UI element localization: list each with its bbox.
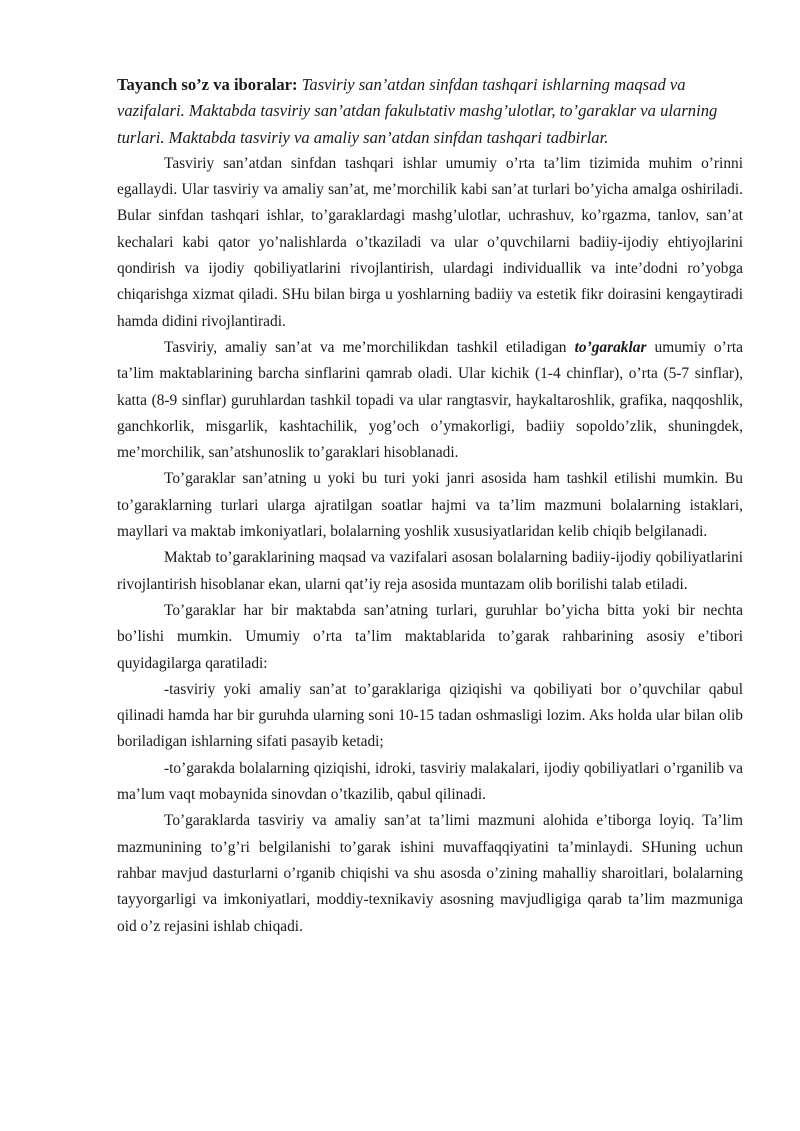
paragraph-clubs: [117, 335, 743, 466]
paragraph-leader-focus: To’garaklar har bir maktabda san’atning turlari, guruhlar bo’yicha bitta yoki bir nechta bo’lishi mumkin. Umumiy o’rta ta’lim maktablarida to’garak rahbarining asosiy e’tibori quyidagilarga qaratiladi:: [117, 601, 743, 672]
keywords-text: Tasviriy san’atdan sinfdan tashqari ishlarning maqsad va vazifalari. Maktabda tasviriy san’atdan fakulьtativ mashg’ulotlar, to’garaklar va ularning turlari. Maktabda tasviriy va amaliy san’atdan sinfdan tashqari tadbirlar.: [117, 75, 718, 147]
keywords-label: Tayanch so’z va iboralar:: [117, 75, 298, 94]
keywords-block: [117, 72, 743, 151]
paragraph-club-goals: Maktab to’garaklarining maqsad va vazifalari asosan bolalarning badiiy-ijodiy qobiliyatlarini rivojlantirish hisoblanar ekan, ularni qat’iy reja asosida muntazam olib borilishi talab etiladi.: [117, 549, 743, 593]
paragraph-intro: Tasviriy san’atdan sinfdan tashqari ishlar umumiy o’rta ta’lim tizimida muhim o’rinni egallaydi. Ular tasviriy va amaliy san’at, me’morchilik kabi san’at turlari bo’yicha amalga oshiriladi. Bular sinfdan tashqari ishlar, to’garaklardagi mashg’ulotlar, uchrashuv, ko’rgazma, tanlov, san’at kechalari kabi qator yo’nalishlarda o’tkaziladi va ular o’quvchilarni badiiy-ijodiy ehtiyojlarini qondirish va ijodiy qobiliyatlarini rivojlantirish, ulardagi individuallik va inte’dodni ro’yobga chiqarishga xizmat qiladi. SHu bilan birga u yoshlarning badiiy va estetik fikr doirasini kengaytiradi hamda didini rivojlantiradi.: [117, 154, 743, 330]
emphasized-term: to’garaklar: [574, 338, 647, 356]
paragraph-club-types: To’garaklar san’atning u yoki bu turi yoki janri asosida ham tashkil etilishi mumkin. Bu to’garaklarning turlari ularga ajratilgan soatlar hajmi va ta’lim mazmuni bolalarning istaklari, mayllari va maktab imkoniyatlari, bolalarning yoshlik xususiyatlaridan kelib chiqib belgilanadi.: [117, 470, 743, 541]
paragraph-clubs-after: umumiy o’rta ta’lim maktablarining barcha sinflarini qamrab oladi. Ular kichik (1-4 chinflar), o’rta (5-7 sinflar), katta (8-9 sinflar) guruhlardan tashkil topadi va ular rangtasvir, haykaltaroshlik, grafika, naqqoshlik, ganchkorlik, misgarlik, kashtachilik, yog’och o’ymakorligi, badiiy sopoldo’zlik, shuningdek, me’morchilik, san’atshunoslik to’garaklari hisoblanadi.: [117, 338, 743, 462]
paragraph-content: To’garaklarda tasviriy va amaliy san’at ta’limi mazmuni alohida e’tiborga loyiq. Ta’lim mazmunining to’g’ri belgilanishi to’garak ishini muvaffaqqiyatini ta’minlaydi. SHuning uchun rahbar mavjud dasturlarni o’rganib chiqishi va shu asosda o’zining mahalliy sharoitlari, bolalarning tayyorgarligi va imkoniyatlari, moddiy-texnikaviy asosning mavjudligiga qarab ta’lim mazmuniga oid o’z rejasini ishlab chiqadi.: [117, 812, 743, 935]
list-item-assessment: -to’garakda bolalarning qiziqishi, idroki, tasviriy malakalari, ijodiy qobiliyatlari o’rganilib va ma’lum vaqt mobaynida sinovdan o’tkazilib, qabul qilinadi.: [117, 759, 743, 804]
list-item-admission: -tasviriy yoki amaliy san’at to’garaklariga qiziqishi va qobiliyati bor o’quvchilar qabul qilinadi hamda har bir guruhda ularning soni 10-15 tadan oshmasligi lozim. Aks holda ular bilan olib boriladigan ishlarning sifati pasayib ketadi;: [117, 680, 743, 751]
paragraph-clubs-before: Tasviriy, amaliy san’at va me’morchilikdan tashkil etiladigan: [164, 338, 575, 356]
document-page: [117, 72, 743, 940]
